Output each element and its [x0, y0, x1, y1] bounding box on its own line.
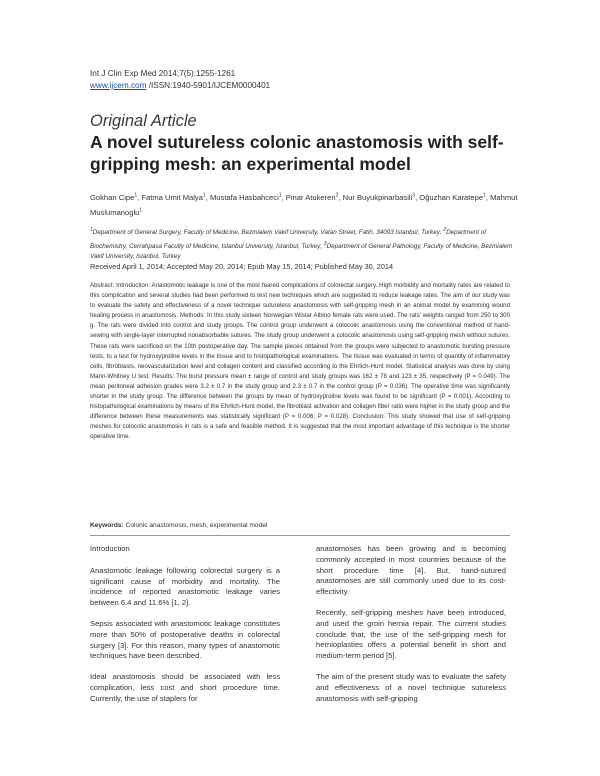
affiliations: $^1$Department of General Surgery, Faculty of Medicine, Bezmialem Vakif University, Vatan Street, Fatih, 34093 Istanbul, Turkey; $^2$Department of Biochemistry, Cerrahpasa Faculty of Medicine, Istanbul University, Istanbul, Turkey; $^3$Department of General Pathology, Faculty of Medicine, Bezmialem Vakif University, Istanbul, Turkey	[90, 227, 513, 261]
section-divider	[90, 535, 510, 536]
body-paragraph: Sepsis associated with anastomotic leakage constitutes more than 50% of postoperative deaths in colorectal surgery [3]. For this reason, many types of anastomotic techniques have been described.	[90, 618, 280, 661]
abstract-label: Abstract:	[90, 282, 115, 289]
journal-header	[90, 68, 270, 92]
body-paragraph: Recently, self-gripping meshes have been introduced, and used the groin hernia repair. The current studies conclude that, the use of the self-gripping mesh for hernioplasties offers a potential benefit in short and medium-term period [5].	[316, 607, 506, 661]
author: Gokhan Cipe$^1$,	[90, 192, 142, 202]
body-paragraph: anastomoses has been growing and is becoming commonly accepted in most countries because of the short procedure time [4]. But, hand-sutured anastomoses are still commonly used due to its cost-effectivity.	[316, 544, 506, 597]
affiliation-text: Department of General Surgery, Faculty of Medicine, Bezmialem Vakif University, Vatan Street, Fatih, 34093 Istanbul, Turkey;	[92, 229, 444, 237]
abstract	[90, 281, 510, 443]
body-column-left	[90, 544, 280, 715]
author: Mustafa Hasbahceci$^1$,	[209, 192, 286, 202]
author: Nur Buyukpinarbasili$^3$,	[342, 192, 420, 202]
author: Fatma Umit Malya$^1$,	[141, 192, 210, 202]
journal-citation: Int J Clin Exp Med 2014;7(5):1255-1261	[90, 69, 236, 78]
publication-dates: Received April 1, 2014; Accepted May 20, 2014; Epub May 15, 2014; Published May 30, 2014	[90, 262, 394, 271]
abstract-text: Introduction: Anastomotic leakage is one of the most feared complications of colorectal surgery. High morbidity and mortality rates are related to this complication and several studies had been performed to test new techniques which are suggested to reduce leakage rates. The aim of our study was to evaluate the safety and effectiveness of a novel technique sutureless anastomosis with self-gripping mesh in an animal model by examining wound healing process in anastomosis. Methods: In this study sixteen Norwegian Wistar Albino female rats were used. The rats' weights ranged from 250 to 300 g. The rats were divided into control and study groups. The control group underwent a colocolic anastomosis using the conventional method of hand-sewing with single-layer interrupted nonabsorbable sutures. The study group underwent a colocolic anastomosis using self-gripping mesh without sutures. These rats were sacrificed on the 10th postoperative day. The sample pieces obtained from the groups were subjected to anastomotic bursting pressure tests, to a test for hydroxyproline levels in the tissue and to histopathological examinations. The tissue was evaluated in terms of quantity of inflammatory cells, fibroblasts, neovascularization level and collagen content and classified according to the Ehrlich-Hunt model. Statistical analysis was done by using Mann-Whitney U test. Results: The burst pressure mean ± range of control and study groups was 162 ± 78 and 123 ± 35, respectively (P = 0.049). The mean peritoneal adhesion grades were 3.2 ± 0.7 in the study group and 2.3 ± 0.7 in the control group (P = 0.036). The operative time was significantly shorter in the study group. The difference between the groups by mean of hydroxyproline levels was found to be significant (P = 0.001). According to histopathological examinations by means of the Ehrlich-Hunt model, the fibroblast activation and collagen fiber ratio were higher in the study group and the difference between these measurements was statistically significant (P = 0.006; P = 0.028). Conclusion: This study showed that use of self-gripping meshes for colocolic anastomosis in rats is a safe and feasible method. It is suggested that the most important advantage of this technique is the shorter operative time.	[90, 282, 510, 441]
journal-links	[90, 80, 270, 92]
keywords-label: Keywords:	[90, 522, 124, 529]
body-paragraph: Anastomotic leakage following colorectal surgery is a significant cause of morbidity and mortality. The incidence of reported anastomotic leakage varies between 6.4 and 11.6% [1, 2].	[90, 565, 280, 608]
body-paragraph: Ideal anastomosis should be associated with less complication, less cost and short procedure time. Currently, the use of staplers for	[90, 672, 280, 703]
article-title: A novel sutureless colonic anastomosis with self-gripping mesh: an experimental model	[90, 132, 504, 174]
keywords-text: Colonic anastomosis, mesh, experimental model	[123, 522, 268, 529]
affiliation-text: Department of Biochemistry, Cerrahpasa Faculty of Medicine, Istanbul University, Istanbul, Turkey;	[90, 229, 487, 250]
affiliation-text: Department of General Pathology, Faculty of Medicine, Bezmialem Vakif University, Istanbul, Turkey	[90, 242, 513, 261]
author: Mahmut Muslumanoglu$^1$	[90, 192, 518, 217]
section-heading-introduction: Introduction	[90, 544, 130, 553]
body-column-right	[316, 544, 506, 714]
journal-issn: /ISSN:1940-5901/IJCEM0000401	[146, 81, 271, 90]
article-type-label: Original Article	[90, 112, 197, 130]
author-list	[90, 189, 520, 219]
body-paragraph: The aim of the present study was to evaluate the safety and effectiveness of a novel technique sutureless anastomosis with self-gripping	[316, 671, 506, 703]
journal-link[interactable]: www.ijcem.com	[90, 81, 147, 90]
author: Oğuzhan Karatepe$^1$,	[419, 192, 491, 202]
keywords	[90, 522, 267, 529]
author: Pinar Atukeren$^2$,	[285, 192, 343, 202]
